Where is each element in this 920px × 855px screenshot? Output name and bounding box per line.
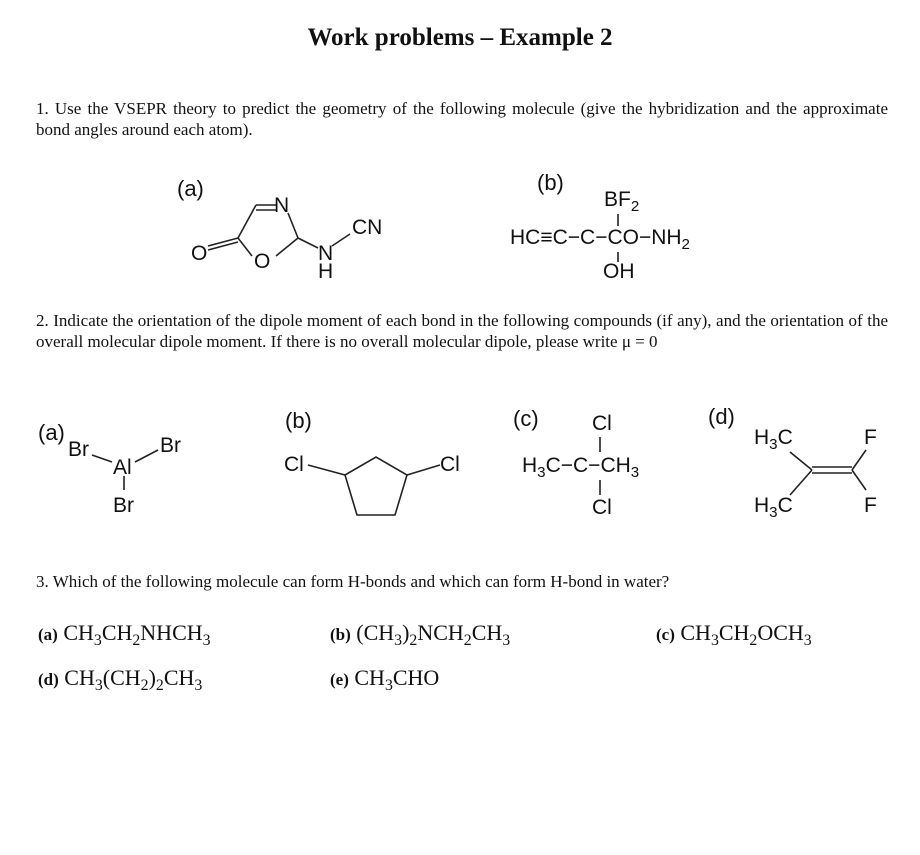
mol2d-f-bottom: F (864, 494, 877, 517)
question-3-text: 3. Which of the following molecule can form H-bonds and which can form H-bond in water? (36, 572, 670, 591)
mol2a-br-right: Br (160, 434, 181, 457)
mol1a-atom-h: H (318, 260, 334, 283)
mol1b-oh: OH (603, 260, 635, 283)
question-2-text: 2. Indicate the orientation of the dipole moment of each bond in the following compounds (if any), and the orientation of the overall molecular dipole moment. If there is no overall molecular dipole, please write μ = 0 (36, 311, 888, 351)
mol2d-f-top: F (864, 426, 877, 449)
q2-label-d: (d) (708, 404, 735, 429)
q1-label-a: (a) (177, 176, 204, 201)
mol1b-bf2: $BF_2$ (604, 188, 640, 215)
molecule-2b-bonds (308, 457, 440, 515)
mol2d-h3c-top: $H_3C$ (754, 426, 793, 453)
mol1a-atom-n-amine: N (318, 242, 334, 265)
mol2d-h3c-bottom: $H_3C$ (754, 494, 793, 521)
mol1b-chain: $HC\equiv C-C-CO-NH_2$ (510, 226, 690, 253)
q2-label-c: (c) (513, 406, 539, 431)
mol2b-cl-left: Cl (284, 453, 304, 476)
q3-item-a: (a) $CH_3CH_2NHCH_3$ (38, 620, 211, 650)
mol2a-al: Al (113, 456, 132, 479)
q2-label-a: (a) (38, 420, 65, 445)
mol2c-chain: $H_3C-C-CH_3$ (522, 454, 640, 481)
mol1a-atom-o-ring: O (254, 250, 271, 273)
question-1-text: 1. Use the VSEPR theory to predict the geometry of the following molecule (give the hybridization and the approximate bond angles around each atom). (36, 99, 888, 139)
mol1a-atom-cn: CN (352, 216, 383, 239)
q3-item-c: (c) $CH_3CH_2OCH_3$ (656, 620, 812, 650)
mol2a-br-left: Br (68, 438, 89, 461)
q3-item-e: (e) $CH_3CHO$ (330, 665, 440, 695)
q1-label-b: (b) (537, 170, 564, 195)
mol1a-atom-n-ring: N (274, 194, 290, 217)
q3-item-d: (d) $CH_3(CH_2)_2CH_3$ (38, 665, 203, 695)
molecule-2d-bonds (790, 450, 866, 495)
mol2c-cl-top: Cl (592, 412, 612, 435)
page-title: Work problems – Example 2 (307, 24, 613, 51)
q3-item-b: (b) $(CH_3)_2NCH_2CH_3$ (330, 620, 511, 650)
q2-label-b: (b) (285, 408, 312, 433)
mol2c-cl-bottom: Cl (592, 496, 612, 519)
mol1a-atom-o-keto: O (191, 242, 208, 265)
mol2a-br-bottom: Br (113, 494, 134, 517)
mol2b-cl-right: Cl (440, 453, 460, 476)
